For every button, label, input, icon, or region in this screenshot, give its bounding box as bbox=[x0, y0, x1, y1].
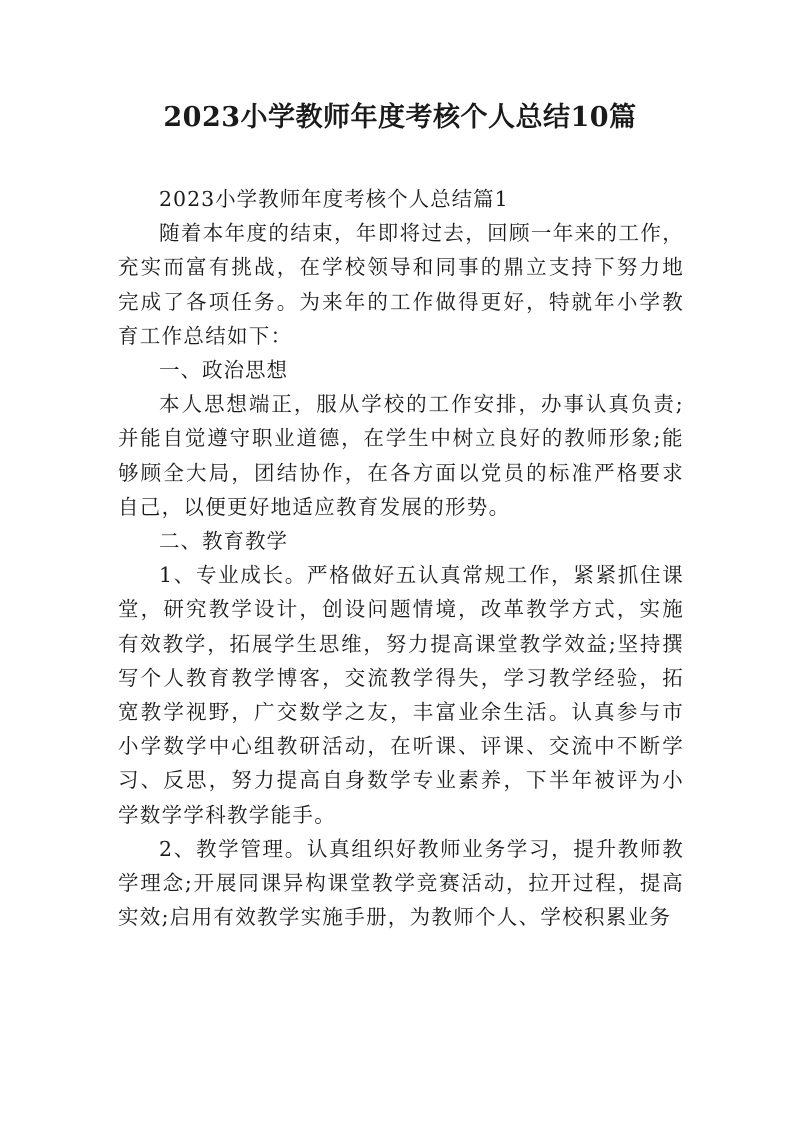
paragraph: 本人思想端正，服从学校的工作安排，办事认真负责;并能自觉遵守职业道德，在学生中树立良好的教师形象;能够顾全大局，团结协作，在各方面以党员的标准严格要求自己，以便更好地适应教育发展的形势。 bbox=[118, 392, 684, 519]
paragraph: 1、专业成长。严格做好五认真常规工作，紧紧抓住课堂，研究教学设计，创设问题情境，改革教学方式，实施有效教学，拓展学生思维，努力提高课堂教学效益;坚持撰写个人教育教学博客，交流教学得失，学习教学经验，拓宽教学视野，广交数学之友，丰富业余生活。认真参与市小学数学中心组教研活动，在听课、评课、交流中不断学习、反思，努力提高自身数学专业素养，下半年被评为小学数学学科教学能手。 bbox=[118, 563, 684, 827]
paragraph: 随着本年度的结束，年即将过去，回顾一年来的工作，充实而富有挑战，在学校领导和同事的鼎立支持下努力地完成了各项任务。为来年的工作做得更好，特就年小学教育工作总结如下： bbox=[118, 221, 684, 348]
section-heading: 二、教育教学 bbox=[159, 529, 288, 554]
section-heading: 2023小学教师年度考核个人总结篇1 bbox=[159, 187, 509, 211]
paragraph: 2、教学管理。认真组织好教师业务学习，提升教师教学理念;开展同课异构课堂教学竞赛活动，拉开过程，提高实效;启用有效教学实施手册，为教师个人、学校积累业务 bbox=[118, 836, 684, 930]
document-title: 2023小学教师年度考核个人总结10篇 bbox=[163, 102, 637, 133]
document-body bbox=[118, 182, 684, 934]
section-heading: 一、政治思想 bbox=[159, 358, 288, 383]
